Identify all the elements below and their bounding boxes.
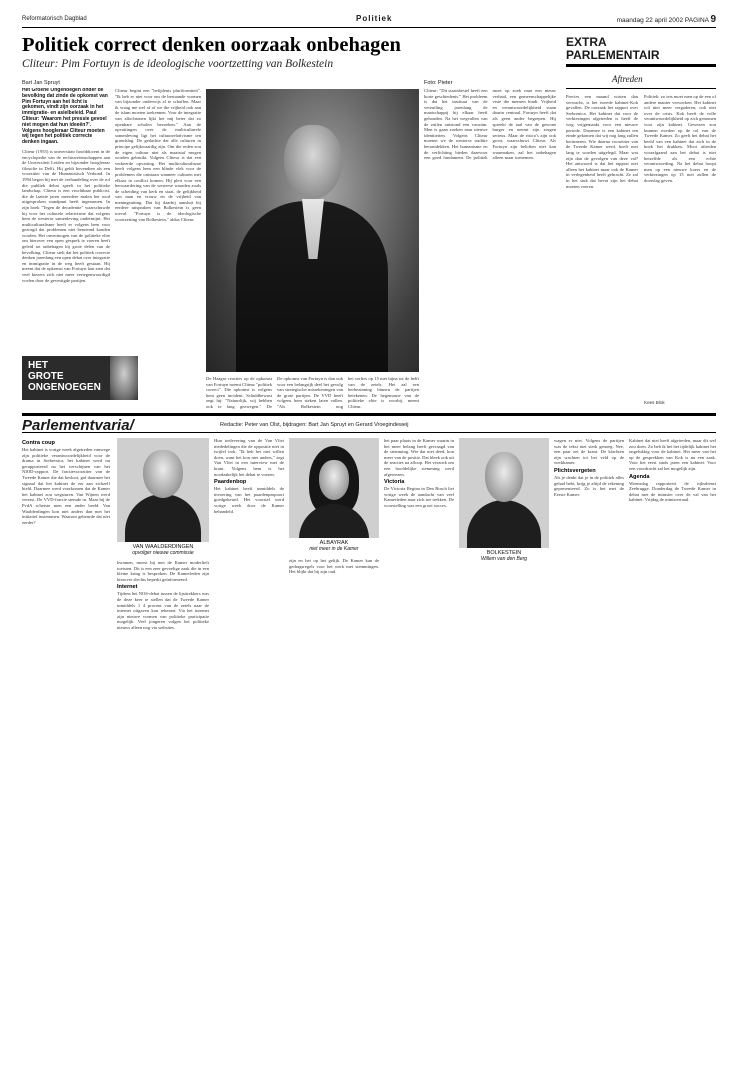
- portrait-3-suit: [467, 500, 541, 548]
- page-number: 9: [710, 14, 716, 25]
- caption-2-role: niet meer in de Kamer: [309, 546, 359, 552]
- pv-col7b-text: Woensdag rapporteert de rijksdienst Zeebrugge. Donderdag de Tweede Kamer in debat met de minister over de val van het kabinet. Vrijdag de ministerraad.: [629, 480, 716, 503]
- pv-head-plichtsvergeten: Plichtsvergeten: [554, 467, 596, 474]
- article-column-1: [22, 88, 110, 354]
- column-text-2: Politiek: zo iets moet men op de een of andere manier verwerken. Het kabinet wil niet meer vergaderen, ook niet over de crisis. Kok heeft de volle verantwoordelijkheid op zich genomen voor zijn kabinet. Gewezen zou kunnen worden op de rol van de Tweede Kamer. Zo geeft het debat het beeld van een kabinet dat zich in de hoek liet drukken. Mooi aftreden voorafgaand aan het debat is niet hetzelfde als een echte verantwoording. Na het debat hoopt men op een nieuwe koers en de verkiezingen op 15 mei zullen de doorslag geven.: [644, 94, 716, 183]
- pv-col5b-text: De Victoria Regina in Den Bosch liet vorige week de aandacht van veel Kamerleden naar zich toe trekken. De voorstelling was een groot succes.: [384, 486, 454, 508]
- section-name: Politiek: [356, 14, 393, 23]
- caption-van-waalderdingen: [117, 544, 209, 556]
- page-date: [617, 14, 716, 25]
- pv-column-2: [117, 560, 209, 1056]
- pv-head-agenda: Agenda: [629, 473, 650, 480]
- parlementvaria-bar: [22, 413, 716, 433]
- pv-head-contra-coup: Contra coup: [22, 440, 55, 446]
- pv-col5-text: het paar plaats in de Kamer waarin in het meer belang heeft gevraagd van de stemming. Wie dat niet deed, kon meer van de positie. Dat bleek ook uit de reacties na afloop. Het verzoek om een hoofdelijke stemming werd afgewezen.: [384, 438, 454, 477]
- photo-credit: Foto: Pieter: [424, 80, 453, 86]
- pv-head-paardenbop: Paardenbop: [214, 479, 247, 486]
- caption-albayrak: [289, 540, 379, 552]
- caption-3-name: BOLKESTEIN: [486, 550, 522, 556]
- pv-column-7: [629, 438, 716, 1056]
- publication-name: Reformatorisch Dagblad: [22, 16, 87, 22]
- article-headline: Politiek correct denken oorzaak onbehagen: [22, 34, 401, 56]
- column-title-rule: [566, 88, 716, 89]
- article-column-4: De opkomst van Fortuyn is dan ook voor een belangrijk deel het gevolg van strategische misrekeningen van de grote partijen. De VVD heeft volgens hem steken laten vallen. "Als Bolkestein nog: [277, 376, 343, 409]
- pv-column-6: [554, 438, 624, 1056]
- pv-col3-text: Hun toelevering van de Van Vliet mededelingen die de oppositie niet in twijfel trok. "Ik heb het niet willen doen, want het kon niet anders," zegt Van Vliet in een interview met de krant. Volgens hem is het noodzakelijk het debat te voeren.: [214, 438, 284, 477]
- pv-col7-text: Kabinet dat niet heeft afgetreden, maar dit wel zou doen. Zo heb ik het het tijdelijk kabinet het ongelukkig voor de kabinet. Het meer van het op de gesprekken van Kok is nu een zaak. Voor het eerst sinds jaren een kabinet. Voor een voordracht zal het mogelijk zijn.: [629, 438, 716, 471]
- article-byline: Bart Jan Spruyt: [22, 80, 60, 86]
- article-column-2: Cliteur begint een "belijdenis pluriformiteit". "Ik heb er niet voor om de bestaande vormen van bijzonder onderwijs af te schaffen. Maar ik vraag me wel af of we die vrijheid ook aan de islam moeten toekennen. Voor de integratie van allochtonen lijkt het mij beter dat zo openbare scholen bezoeken." Aan de opvattingen over de multiculturele samenleving ligt het cultuurrelativisme ten grondslag. De gedachte dat alle culturen in principe gelijkwaardig zijn. Om die reden zou de eigen cultuur niet als maatstaf mogen worden gebruikt. Volgens Cliteur is dat een verkeerde opvatting. Het multiculturalisme heeft volgens hem een blinde vlek voor de problemen die ontstaan wanneer culturen met elkaar in conflict komen. Hij pleit voor een herwaardering van de westerse waarden zoals de scheiding van kerk en staat, de gelijkheid van man en vrouw en de vrijheid van meningsuiting. Dat hij daarbij aansluit bij eerdere uitspraken van Bolkestein is geen toeval. "Fortuyn is de ideologische voortzetting van Bolkestein," aldus Cliteur.: [115, 88, 201, 222]
- column-text-1: Precies een maand wisten dan verwacht, is het tweede kabinet-Kok gevallen. De oorzaak het rapport over Srebrenica. Het kabinet dat voor de verkiezingen afgetreden is heeft de weg vrijgemaakt voor een nieuwe periode. Daarmee is een kabinet ten einde gekomen dat wij nog lang zullen herinneren. Wie daarna voorzitter van de Tweede Kamer werd, hoeft niet lang te worden uitgelegd. Maar wat zijn dan de gevolgen van deze val? Het antwoord is dat het rapport niet alleen het kabinet maar ook de Kamer in verlegenheid heeft gebracht. Ze zal in het stuk dat bevat zijn het debat moeten voeren.: [566, 94, 638, 189]
- badge-line-2: GROTE: [28, 371, 64, 382]
- caption-1-role: opvolger nieuwe commissie: [132, 550, 194, 556]
- badge-line-1: HET: [28, 360, 48, 371]
- caption-3-role: Willem van den Berg: [480, 556, 528, 562]
- caption-1-name: VAN WAALDERDINGEN: [132, 544, 194, 550]
- pv-col2-text: kwamen, moest hij met de Kamer moderlieft toetsten. Dit is een zeer gevoelige zaak die in een kleine kring is besproken. De Kamerleden zijn hierover slechts beperkt geïnformeerd.: [117, 560, 209, 582]
- series-badge: [22, 356, 110, 400]
- article-subheadline: Cliteur: Pim Fortuyn is de ideologische voortzetting van Bolkestein: [22, 58, 334, 70]
- portrait-van-waalderdingen: [117, 438, 209, 542]
- column-rule: [566, 64, 716, 67]
- pv-head-victoria: Victoria: [384, 479, 405, 486]
- portrait-1-suit: [125, 494, 201, 542]
- badge-portrait: [110, 356, 138, 400]
- pv-col3b-text: Het kabinet heeft inmiddels de invoering van het paardenpaspoort goedgekeurd. Het voorstel werd vorige week door de Kamer behandeld.: [214, 486, 284, 514]
- column-title: Aftreden: [612, 74, 643, 84]
- column-logo: [566, 36, 660, 62]
- article-col1-text: Cliteur (1955) is universitair hoofddocent in de encyclopedie van de rechtswetenschappen aan de Universiteit Leiden en bijzonder hoogleraar filosofie in Delft. Hij geldt bovendien als een voorzitter van de Humanistisch Verbond. In 1994 begon hij met de verhandeling over de rol die publiek debat speelt in het politieke landschap. Cliteur is een vruchtbaar publicist, die de laatste jaren meerdere malen het rood uitgesproken standpunt heeft ingenomen. In zijn boek "Tegen de decadentie" waarschuwde hij voor het culturele relativisme dat volgens hem de westerse samenleving ondermijnt. Het multiculturalisme heeft er volgens hem voor gezorgd dat problemen niet benoemd konden worden. Het onvermogen van de politieke elite om hierover een open gesprek te voeren heeft geleid tot onbehagen bij grote delen van de bevolking. Cliteur stelt dat het politiek correcte denken jarenlang een open debat over integratie en immigratie in de weg heeft gestaan. Hij meent dat de opkomst van Fortuyn laat zien dat veel kiezers zich niet meer vertegenwoordigd voelen door de gevestigde partijen.: [22, 148, 110, 283]
- page-label: PAGINA: [684, 17, 709, 24]
- caption-bolkestein: [459, 550, 549, 562]
- column-logo-line-1: EXTRA: [566, 35, 607, 49]
- portrait-3-face: [485, 452, 523, 502]
- pv-column-4: zijn en het op het gelijk. De Kamer kan de gedragsregels voor het werk met stemmingen. Het blijkt dat hij zijn oud.: [289, 558, 379, 575]
- portrait-albayrak: [289, 438, 379, 538]
- parlementvaria-title: Parlementvaria/: [22, 417, 134, 434]
- portrait-2-face: [319, 460, 349, 500]
- pv-column-1: [22, 438, 110, 1056]
- pv-head-internet: Internet: [117, 584, 138, 591]
- photo-head-shape: [284, 125, 342, 199]
- portrait-2-suit: [299, 504, 369, 538]
- pv-col2b-text: Tijdens het NOS-debat tussen de lijsttrekkers was de deze keer te stellen dat de Tweede Kamer inmiddels 1 4 procent van de zetels naar de internet uitgaven kon rekenen. Via het internet zijn nieuwe vormen van politieke participatie mogelijk. Veel jongeren volgen het politieke nieuws alleen nog via websites.: [117, 591, 209, 630]
- column-signature: Kees Blok: [644, 400, 665, 405]
- date-text: maandag 22 april 2002: [616, 17, 684, 24]
- fortuyn-photo: [206, 89, 419, 372]
- article-column-5: het verlies op 15 mei bijna tot de helft van de zetels. Het zal een herbezinning binnen de partijen betekenen. De hegemonie van de politieke elite is voorbij, meent Cliteur.: [348, 376, 419, 409]
- portrait-1-face: [143, 450, 183, 498]
- pv-col6-text: wagen er niet. Volgens de partijen was de tekst niet sterk genoeg. Nee, een paar zei de krant. De klachten zijn wachten tot het veld op de werkkamer.: [554, 438, 624, 466]
- caption-2-name: ALBAYRAK: [319, 540, 349, 546]
- pv-column-3: [214, 438, 284, 1056]
- badge-line-3: ONGENOEGEN: [28, 382, 101, 393]
- pv-col1-text: Het kabinet is vorige week afgetreden vanwege zijn politieke verantwoordelijkheid voor de drama in Srebrenica, het kabinet werd nu gerapporteerd na het verschijnen van het NIOD-rapport. De fractievoorzitter van de Tweede Kamer die dat besloot, gaf daarmee het signaal dat het kabinet de eer aan zichzelf hield. Daarmee werd voorkomen dat de Kamer het kabinet zou wegsturen. Van Wijnen werd verrast. De VVD-fractie stemde in. Maar bij de PvdA schetste men een ander beeld. Van Waalderdingen kon niet anders dan met het initiatief instemmen. Waarom gebeurde dat niet eerder?: [22, 447, 110, 525]
- article-column-3: De Haagse reacties op de opkomst van Fortuyn noemt Cliteur "politiek correct". Die opkomst is volgens hem geen incident. Schuldbewust zegt hij: "Natuurlijk, wij hebben ook te lang gezwegen." De: [206, 376, 272, 409]
- article-column-6: Cliteur: "Dit staatsbestel heeft een korte geschiedenis." Het probleem is dat het instituut van de verzuiling jarenlang de maatschappij bij elkaar heeft gehouden. Na het wegvallen van de zuilen ontstond een vacuüm. Men is gaan zoeken naar nieuwe identiteiten. Volgens Cliteur moeten we de westerse traditie herontdekken. Het humanisme en de verlichting bieden daarvoor een goed fundament. De politiek moet op zoek naar een nieuw verhaal, een gemeenschappelijke visie die mensen bindt. Vrijheid en verantwoordelijkheid staan daarin centraal. Fortuyn heeft dat als geen ander begrepen. Hij spreekt de taal van de gewone burger en neemt zijn zorgen serieus. Maar de risico's zijn ook groot, waarschuwt Cliteur. Als Fortuyn zijn beloften niet kan waarmaken, zal het onbehagen alleen maar toenemen.: [424, 88, 556, 161]
- column-logo-line-2: PARLEMENTAIR: [566, 48, 660, 62]
- article-intro: Het Groene Ongenoegen onder de bevolking dat zinde de opkomst van Pim Fortuyn aan het licht is gekomen, vindt zijn oorzaak in het immigratie- en asielbeleid. Paul Cliteur: 'Waarom het pressie gevoel niet mogen dat hun ideeën?'. Volgens hoogleraar Cliteur moeten wij tegen het politiek correcte denken ingaan.: [22, 88, 108, 146]
- pv-column-5: [384, 438, 454, 1056]
- portrait-bolkestein: [459, 438, 549, 548]
- parlementvaria-credit: Redactie: Peter van Olst, bijdragen: Bart Jan Spruyt en Gerard Vroegindeweij: [220, 422, 409, 428]
- page-header: [22, 14, 716, 28]
- pv-col6b-text: Als je denkt dat je in de politiek alles gehad hebt, krijg je altijd de rekening gepresenteerd. Zo is het met de Eerste Kamer.: [554, 474, 624, 497]
